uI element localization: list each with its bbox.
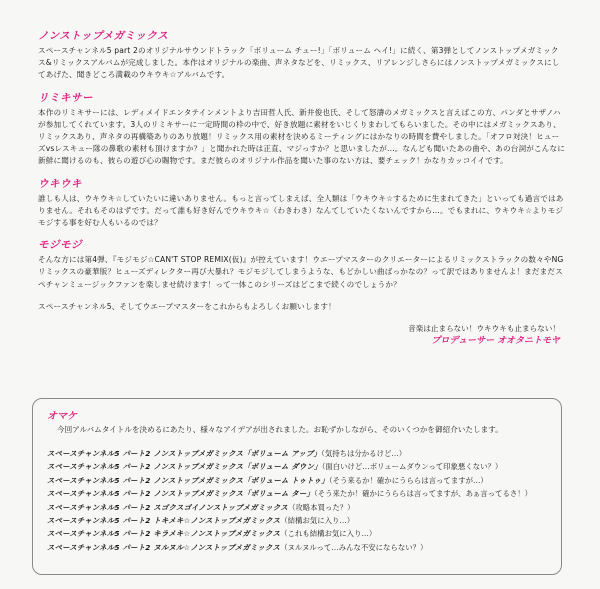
- section-text-mojimoji: そんな方には第4弾、『モジモジ☆CAN'T STOP REMIX(仮)』が控えています！ウエープマスターのクリエーターによるリミックストラックの数々やNGリミックスの豪華版？ヒューズディレクター再び大暴れ？モジモジしてしまうような、もどかしい曲ばっかなの？って訳ではありませんよ！まだまだスペチャンミュージックファンを楽しませ続けます！って一体このシリーズはどこまで続くのでしょうか？: [38, 255, 564, 289]
- producer-name: プロデューサー オオタニトモヤ: [431, 336, 560, 347]
- section-title-mojimoji: モジモジ: [38, 239, 82, 252]
- signature-line: 音楽は止まらない！ウキウキも止まらない！: [408, 324, 560, 334]
- list-item: スペースチャンネル5 パート2 キラメキ☆ノンストップメガミックス（これも結構お気に入り…）: [47, 529, 377, 539]
- section-title-nonstop: ノンストップメガミックス: [38, 30, 169, 42]
- section-title-ukiuki: ウキウキ: [38, 177, 82, 190]
- section-text-nonstop: スペースチャンネル5 part 2のオリジナルサウンドトラック「ボリューム チュー!」「ボリューム ヘイ!」に続く、第3弾としてノンストップメガミックス&リミックスアルバムが完成しました。本作はオリジナルの楽曲、声ネタなどを、リミックス、リアレンジしさらにはノンストップメガミックスにしてあげた、聞きどころ満載のウキウキ☆アルバムです。: [38, 46, 560, 80]
- closing-text: スペースチャンネル5、そしてウエーブマスターをこれからもよろしくお願いします！: [38, 301, 336, 311]
- list-item: スペースチャンネル5 パート2 トキメキ☆ノンストップメガミックス（結構お気に入り…）: [47, 516, 355, 526]
- main-text: [38, 30, 566, 347]
- list-item: スペースチャンネル5 パート2 ノンストップメガミックス「ボリューム ダウン」（面白いけど…ボリュームダウンって印象悪くない？）: [47, 462, 503, 472]
- omake-list: [47, 447, 532, 554]
- list-item: スペースチャンネル5 パート2 ノンストップメガミックス「ボリューム アップ」（気持ちは分かるけど…）: [47, 449, 407, 458]
- omake-intro: 今回アルバムタイトルを決めるにあたり、様々なアイデアが出されました。お恥ずかしながら、そのいくつかを御紹介いたします。: [57, 425, 503, 434]
- omake-title: オマケ: [47, 411, 77, 422]
- list-item: スペースチャンネル5 パート2 スゴクスゴイノンストップメガミックス（攻略本買った？）: [47, 502, 355, 512]
- section-title-remixer: リミキサー: [38, 91, 93, 104]
- omake-box: [32, 398, 562, 575]
- signature: [38, 323, 566, 347]
- section-text-remixer: 本作のリミキサーには、レディメイドエンタテインメントより吉田哲人氏、新井俊也氏、そして怒濤のメガミックスと言えばこの方、パンダとサザノハが参加してくれています。3人のリミキサーに一定時間の枠の中で、好き放題に素材をいじくりまわしてもらいました。その中にはメガミックスあり、リミックスあり、声ネタの再構築ありのあり放題！リミックス用の素材を決めるミーティングにはかなりの時間を費やしました。「オフロ対決！ヒューズvsレスキュー隊の鼻歌の素材も頂けますか？」と聞かれた時は正直、マジっすか？と思いましたが…。なんども聞いたあの曲や、あの台詞がこんなに新鮮に聞けるのも、彼らの遊び心の賜物です。まだ彼らのオリジナル作品を聞いた事のない方は、要チェック！かなりカッコイイです。: [38, 107, 565, 166]
- list-item: スペースチャンネル5 パート2 ノンストップメガミックス「ボリューム ター」（そう来たか！確かにうららは言ってますが、あぁ言ってるさ！）: [47, 489, 533, 499]
- list-item: スペースチャンネル5 パート2 ノンストップメガミックス「ボリューム トゥトゥ」（そう来るか！確かにうららは言ってますが…）: [47, 475, 488, 485]
- list-item: スペースチャンネル5 パート2 ヌルヌル☆ノンストップメガミックス（ヌルヌルって…みんな不安にならない？）: [47, 542, 428, 552]
- section-text-ukiuki: 誰しも人は、ウキウキ☆していたいに違いありません。もっと言ってしまえば、全人類は「ウキウキ☆するために生まれてきた」といっても過言ではありません。それもそのはずです。だって誰も好き好んでウキウキ☆（わきわき）なんてしていたくないんですから…。でもまれに、ウキウキ☆よりモジモジする事を好む人もいるのでは？: [38, 193, 564, 228]
